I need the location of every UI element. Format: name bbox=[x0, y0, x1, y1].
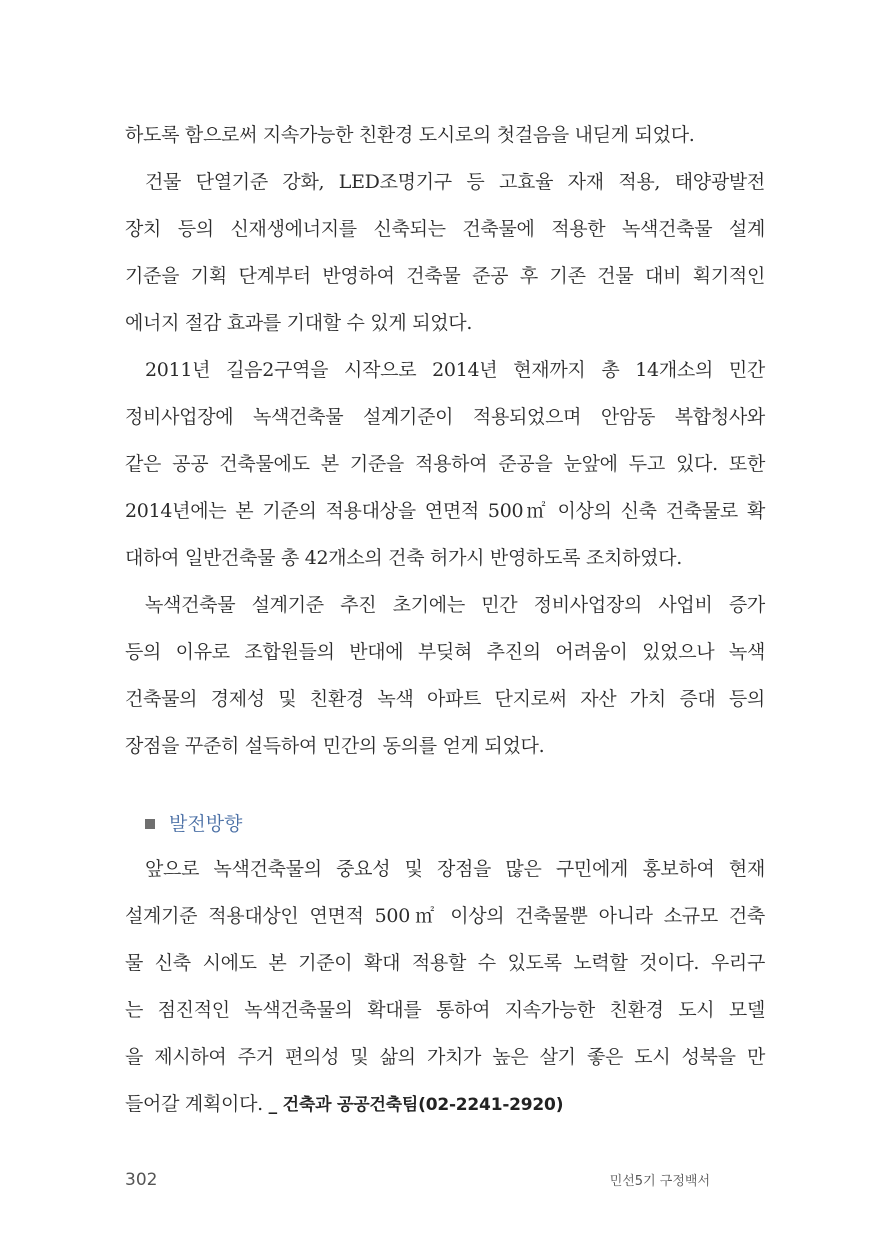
section-line-1: 앞으로 녹색건축물의 중요성 및 장점을 많은 구민에게 홍보하여 현재 bbox=[145, 858, 765, 880]
section-spacer bbox=[125, 770, 765, 802]
paragraph-3-line-1: 2011년 길음2구역을 시작으로 2014년 현재까지 총 14개소의 민간 bbox=[145, 359, 765, 381]
paragraph-1-line-1: 하도록 함으로써 지속가능한 친환경 도시로의 첫걸음을 내딛게 되었다. bbox=[125, 124, 695, 146]
book-title: 민선5기 구정백서 bbox=[609, 1174, 710, 1189]
section-heading-text: 발전방향 bbox=[169, 813, 243, 835]
contact-info: _ 건축과 공공건축팀(02-2241-2920) bbox=[268, 1095, 564, 1115]
page-footer bbox=[125, 1170, 710, 1190]
paragraph-3-line-4: 2014년에는 본 기준의 적용대상을 연면적 500㎡ 이상의 신축 건축물로 확 bbox=[125, 500, 765, 522]
square-bullet-icon bbox=[145, 819, 155, 829]
section-line-6 bbox=[125, 1081, 765, 1128]
page-content bbox=[125, 112, 765, 1128]
paragraph-4-line-4: 장점을 꾸준히 설득하여 민간의 동의를 얻게 되었다. bbox=[125, 735, 545, 757]
paragraph-2-line-1: 건물 단열기준 강화, LED조명기구 등 고효율 자재 적용, 태양광발전 bbox=[145, 171, 765, 193]
paragraph-4-line-2: 등의 이유로 조합원들의 반대에 부딪혀 추진의 어려움이 있었으나 녹색 bbox=[125, 641, 765, 663]
paragraph-2-line-3: 기준을 기획 단계부터 반영하여 건축물 준공 후 기존 건물 대비 획기적인 bbox=[125, 265, 765, 287]
paragraph-3-line-3: 같은 공공 건축물에도 본 기준을 적용하여 준공을 눈앞에 두고 있다. 또한 bbox=[125, 453, 765, 475]
section-heading bbox=[125, 802, 765, 846]
page-number: 302 bbox=[125, 1170, 158, 1190]
section-line-6-text: 들어갈 계획이다. bbox=[125, 1093, 269, 1115]
paragraph-3-line-5: 대하여 일반건축물 총 42개소의 건축 허가시 반영하도록 조치하였다. bbox=[125, 547, 682, 569]
paragraph-3-line-2: 정비사업장에 녹색건축물 설계기준이 적용되었으며 안암동 복합청사와 bbox=[125, 406, 765, 428]
paragraph-2-line-4: 에너지 절감 효과를 기대할 수 있게 되었다. bbox=[125, 312, 473, 334]
section-line-5: 을 제시하여 주거 편의성 및 삶의 가치가 높은 살기 좋은 도시 성북을 만 bbox=[125, 1046, 765, 1068]
paragraph-4-line-3: 건축물의 경제성 및 친환경 녹색 아파트 단지로써 자산 가치 증대 등의 bbox=[125, 688, 765, 710]
section-line-2: 설계기준 적용대상인 연면적 500㎡ 이상의 건축물뿐 아니라 소규모 건축 bbox=[125, 905, 765, 927]
section-line-3: 물 신축 시에도 본 기준이 확대 적용할 수 있도록 노력할 것이다. 우리구 bbox=[125, 952, 765, 974]
paragraph-4-line-1: 녹색건축물 설계기준 추진 초기에는 민간 정비사업장의 사업비 증가 bbox=[145, 594, 765, 616]
section-line-4: 는 점진적인 녹색건축물의 확대를 통하여 지속가능한 친환경 도시 모델 bbox=[125, 999, 765, 1021]
paragraph-2-line-2: 장치 등의 신재생에너지를 신축되는 건축물에 적용한 녹색건축물 설계 bbox=[125, 218, 765, 240]
